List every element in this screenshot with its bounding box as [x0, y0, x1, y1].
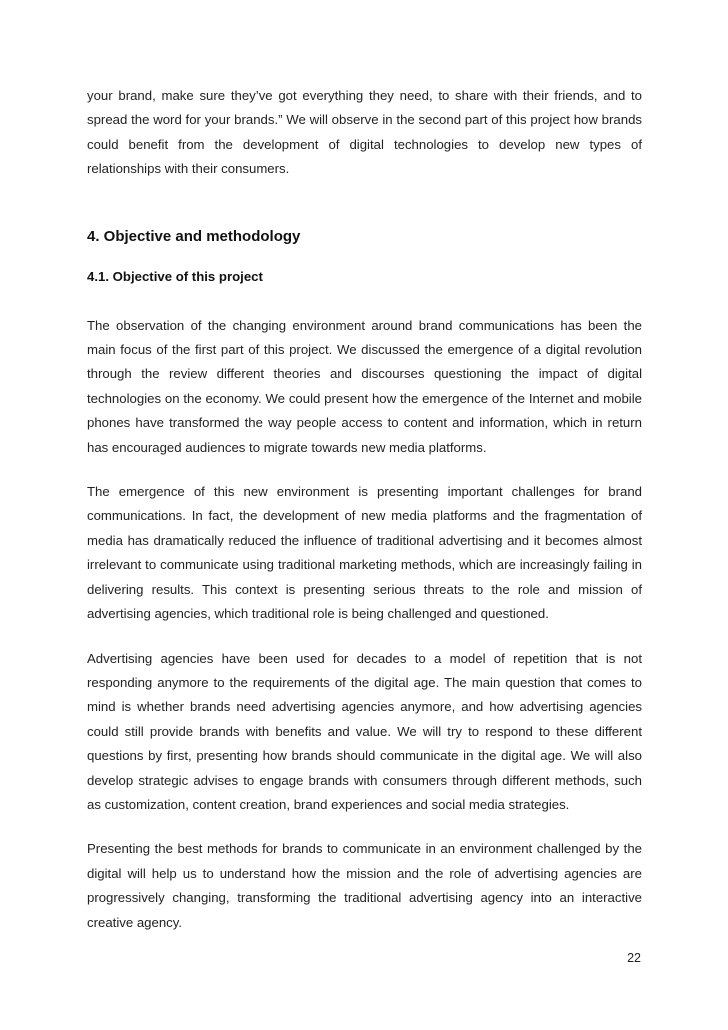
continuation-paragraph: your brand, make sure they’ve got everything they need, to share with their friends, and to spread the word for your brands.” We will observe in the second part of this project how brands could benefit from the development of digital technologies to develop new types of relationships with their consumers. [87, 88, 642, 177]
body-paragraph-4: Presenting the best methods for brands to communicate in an environment challenged by the digital will help us to understand how the mission and the role of advertising agencies are progressively changing, transforming the traditional advertising agency into an interactive creative agency. [87, 841, 642, 930]
document-page [87, 84, 642, 935]
section-heading: 4. Objective and methodology [87, 227, 301, 245]
body-paragraph-3: Advertising agencies have been used for decades to a model of repetition that is not responding anymore to the requirements of the digital age. The main question that comes to mind is whether brands need advertising agencies anymore, and how advertising agencies could still provide brands with benefits and value. We will try to respond to these different questions by first, presenting how brands should communicate in the digital age. We will also develop strategic advises to engage brands with consumers through different methods, such as customization, content creation, brand experiences and social media strategies. [87, 650, 642, 812]
subsection-heading: 4.1. Objective of this project [87, 268, 263, 284]
body-paragraph-2: The emergence of this new environment is presenting important challenges for brand communications. In fact, the development of new media platforms and the fragmentation of media has dramatically reduced the influence of traditional advertising and it becomes almost irrelevant to communicate using traditional marketing methods, which are increasingly failing in delivering results. This context is presenting serious threats to the role and mission of advertising agencies, which traditional role is being challenged and questioned. [87, 484, 642, 622]
page-number: 22 [627, 951, 641, 965]
body-paragraph-1: The observation of the changing environment around brand communications has been the main focus of the first part of this project. We discussed the emergence of a digital revolution through the review different theories and discourses questioning the impact of digital technologies on the economy. We could present how the emergence of the Internet and mobile phones have transformed the way people access to content and information, which in return has encouraged audiences to migrate towards new media platforms. [87, 317, 642, 455]
